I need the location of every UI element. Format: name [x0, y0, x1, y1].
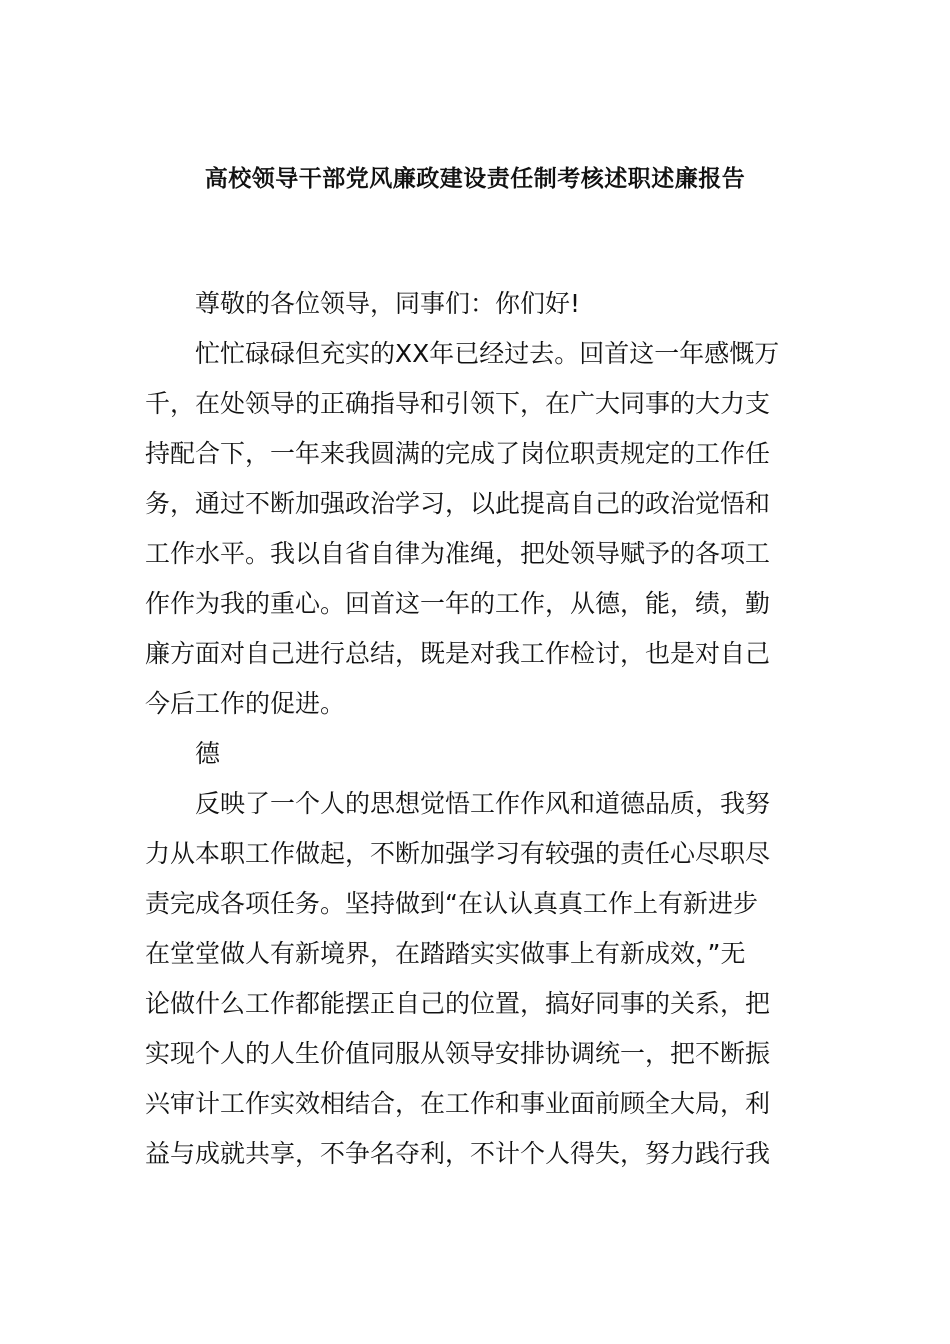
paragraph-line: 益与成就共享，不争名夺利，不计个人得失，努力践行我: [145, 1139, 771, 1168]
paragraph-line: 务，通过不断加强政治学习，以此提高自己的政治觉悟和: [145, 489, 771, 518]
paragraph-line: 作作为我的重心。回首这一年的工作，从德，能，绩，勤: [145, 589, 771, 618]
paragraph-line: 千，在处领导的正确指导和引领下，在广大同事的大力支: [145, 389, 771, 418]
paragraph-line: 力从本职工作做起，不断加强学习有较强的责任心尽职尽: [145, 839, 771, 868]
paragraph-line: 责完成各项任务。坚持做到“在认认真真工作上有新进步: [145, 889, 758, 918]
paragraph-line: 今后工作的促进。: [145, 689, 346, 718]
paragraph-greeting: [145, 279, 810, 329]
section-heading-de: [145, 729, 810, 779]
paragraph-line: 持配合下，一年来我圆满的完成了岗位职责规定的工作任: [145, 439, 771, 468]
paragraph-line: 忙忙碌碌但充实的XX年已经过去。回首这一年感慨万: [195, 339, 780, 368]
section-heading: 德: [195, 739, 221, 768]
paragraph-line: 论做什么工作都能摆正自己的位置，搞好同事的关系，把: [145, 989, 771, 1018]
paragraph-line: 反映了一个人的思想觉悟工作作风和道德品质，我努: [195, 789, 771, 818]
paragraph-line: 工作水平。我以自省自律为准绳，把处领导赋予的各项工: [145, 539, 771, 568]
paragraph-line: 实现个人的人生价值同服从领导安排协调统一，把不断振: [145, 1039, 771, 1068]
paragraph-line: 尊敬的各位领导，同事们：你们好!: [195, 289, 581, 318]
paragraph-de: [145, 779, 810, 1179]
paragraph-intro: [145, 329, 810, 729]
document-body: [145, 279, 810, 1179]
paragraph-line: 在堂堂做人有新境界，在踏踏实实做事上有新成效，”无: [145, 939, 746, 968]
paragraph-line: 兴审计工作实效相结合，在工作和事业面前顾全大局，利: [145, 1089, 771, 1118]
document-title: 高校领导干部党风廉政建设责任制考核述职述廉报告: [204, 166, 746, 192]
paragraph-line: 廉方面对自己进行总结，既是对我工作检讨，也是对自己: [145, 639, 771, 668]
